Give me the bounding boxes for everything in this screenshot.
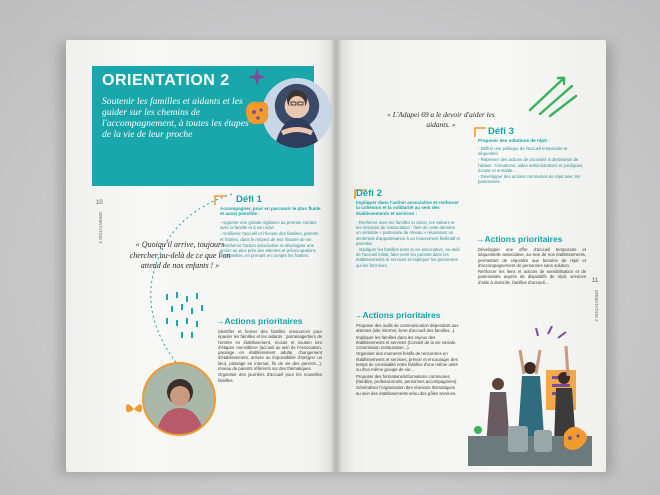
defi1-item: - Améliorer l'accueil et l'écoute des familles, parents et fratries, dans le respect de leur histoire de vie. — [220, 231, 319, 242]
burst-lines-icon — [536, 326, 566, 338]
arrow-icon: → — [476, 234, 485, 244]
defi3-subtitle: Proposer des solutions de répit : — [478, 138, 550, 143]
actions-title-left — [216, 316, 302, 326]
action-item: Proposer des outils de communication dépendant aux attentes (site internet, livret d'accueil des familles...). — [356, 323, 459, 334]
action-item: Développer une offre d'accueil temporaire et séquentielle associative, au sein de nos établissements, permettant de répondre aux besoins de répit et d'accompagnement de personnes sans solution. — [478, 247, 586, 268]
woman-illustration — [262, 78, 332, 148]
defi3-list — [478, 146, 588, 185]
actions-title-text: Actions prioritaires — [484, 234, 563, 244]
actions-title-right — [476, 234, 562, 244]
defi2-subtitle: Impliquer dans l'action associative et renforcer la cohésion et la solidarité au sein des établissements et services : — [356, 200, 459, 216]
orientation-title: ORIENTATION 2 — [102, 72, 230, 89]
action-item: Généraliser l'organisation des réunions thématiques au sein des établissements et/ou des pôles services. — [356, 385, 457, 396]
defi3-item: - Repenser des actions de proximité à destination de l'aidant : formations, aides administratives et juridiques, écoute et entraide... — [478, 157, 584, 173]
side-label-right: ORIENTATION 2 — [594, 290, 599, 322]
actions-title-text: Actions prioritaires — [224, 316, 303, 326]
child-illustration — [144, 364, 214, 434]
defi1-title: Défi 1 — [236, 194, 262, 205]
page-number-left: 10 — [96, 200, 103, 206]
defi3-item: - Développer des actions communes de répit avec les partenaires. — [478, 174, 581, 185]
defi2-title: Défi 2 — [356, 188, 382, 199]
defi1-marker-icon — [214, 192, 230, 206]
defi2-list — [356, 220, 460, 269]
page-number-right: 11 — [592, 278, 599, 284]
defi1-subtitle: Accompagner, pour en parcourir le plus fluide et aussi possible : — [220, 206, 321, 217]
defi2-item: - Renforcer avec les familles la vision, les valeurs et les missions de l'association : faire de cette dernière un véritable « partenaire de réseau » réunissant un sentiment d'appartenance à un mouvement fédératif et parental. — [356, 220, 461, 246]
butterfly-icon — [124, 400, 144, 418]
action-item: Organiser des journées d'accueil pour les nouvelles familles. — [218, 372, 322, 383]
child-photo — [142, 362, 216, 436]
actions-title-text: Actions prioritaires — [362, 310, 441, 320]
green-arrows-icon — [524, 70, 584, 120]
actions-title-middle — [354, 310, 440, 320]
arrow-icon: → — [354, 310, 363, 320]
defi1-list — [220, 220, 322, 259]
actions-list-middle — [356, 323, 460, 397]
defi1-item: - Renforcer l'action associative et développer une action au plus près des attentes et préoccupations des familles, en prenant en compte les fratries. — [220, 242, 316, 259]
arrow-icon: → — [216, 316, 225, 326]
defi3-title: Défi 3 — [488, 126, 514, 137]
purple-star-icon — [248, 68, 266, 86]
group-photo — [468, 326, 592, 466]
woman-photo — [262, 78, 332, 148]
actions-list-right — [478, 247, 586, 286]
left-page — [66, 40, 336, 472]
action-item: Proposer des formations/informations communes (familles, professionnels, personnes accompagnées). — [356, 373, 458, 384]
action-item: Organiser des moments festifs de rencontres en établissements et services, prévoir et encourager des temps de convivialité entre familles d'une même unité ou d'un même groupe de vie... — [356, 351, 458, 373]
action-item: Identifier et former des familles ressources pour épauler les familles et les aidants : parrainage/tiers de l'entrée en établissement, écoute et soutien lors d'étapes «sensibles» (accueil au sein de l'Association, passage en établissement adulte, changement d'établissement, arrivée ou impossibilité d'intégrer un lieu), passage en internat, fin de vie des parents...), réseau de parents référents sur des thématiques. — [218, 329, 322, 372]
right-page — [336, 40, 606, 472]
quote-left: « Quoiqu'il arrive, toujours chercher au-delà de ce que l'on attend de nos enfants ! » — [129, 240, 231, 270]
action-item: Impliquer les familles dans les enjeux des établissements et services (Conseil de la vie sociale, Commission restauration...). — [356, 334, 457, 351]
defi1-item: - Apporter une grande vigilance au premier contact avec la famille et à son suivi. — [220, 220, 317, 231]
orange-blob-icon — [242, 98, 272, 128]
defi3-item: - Définir une politique de l'accueil temporaire et séquentiel. — [478, 146, 568, 157]
defi2-item: - Impliquer les familles dans la vie associative, au-delà de l'accueil initial, faire venir les parents dans les établissements et services et impliquer les personnes qui les font vivre. — [356, 247, 460, 268]
orientation-subtitle: Soutenir les familles et aidants et les guider sur les chemins de l'accompagnement, à toutes les étapes de la vie de leur proche — [102, 96, 249, 140]
open-brochure — [66, 40, 606, 472]
actions-list-left — [218, 329, 322, 384]
book-spine — [330, 40, 342, 472]
side-label-left: ORIENTATION 2 — [98, 212, 103, 244]
action-item: Renforcer les liens et actions de sensibilisation et de partenariats auprès de dispositifs de répit, services d'aide à domicile, familles d'accueil... — [478, 269, 586, 285]
quote-right: « L'Adapei 69 a le devoir d'aider les aidants. » — [387, 110, 495, 129]
raindrops-icon — [162, 292, 222, 352]
